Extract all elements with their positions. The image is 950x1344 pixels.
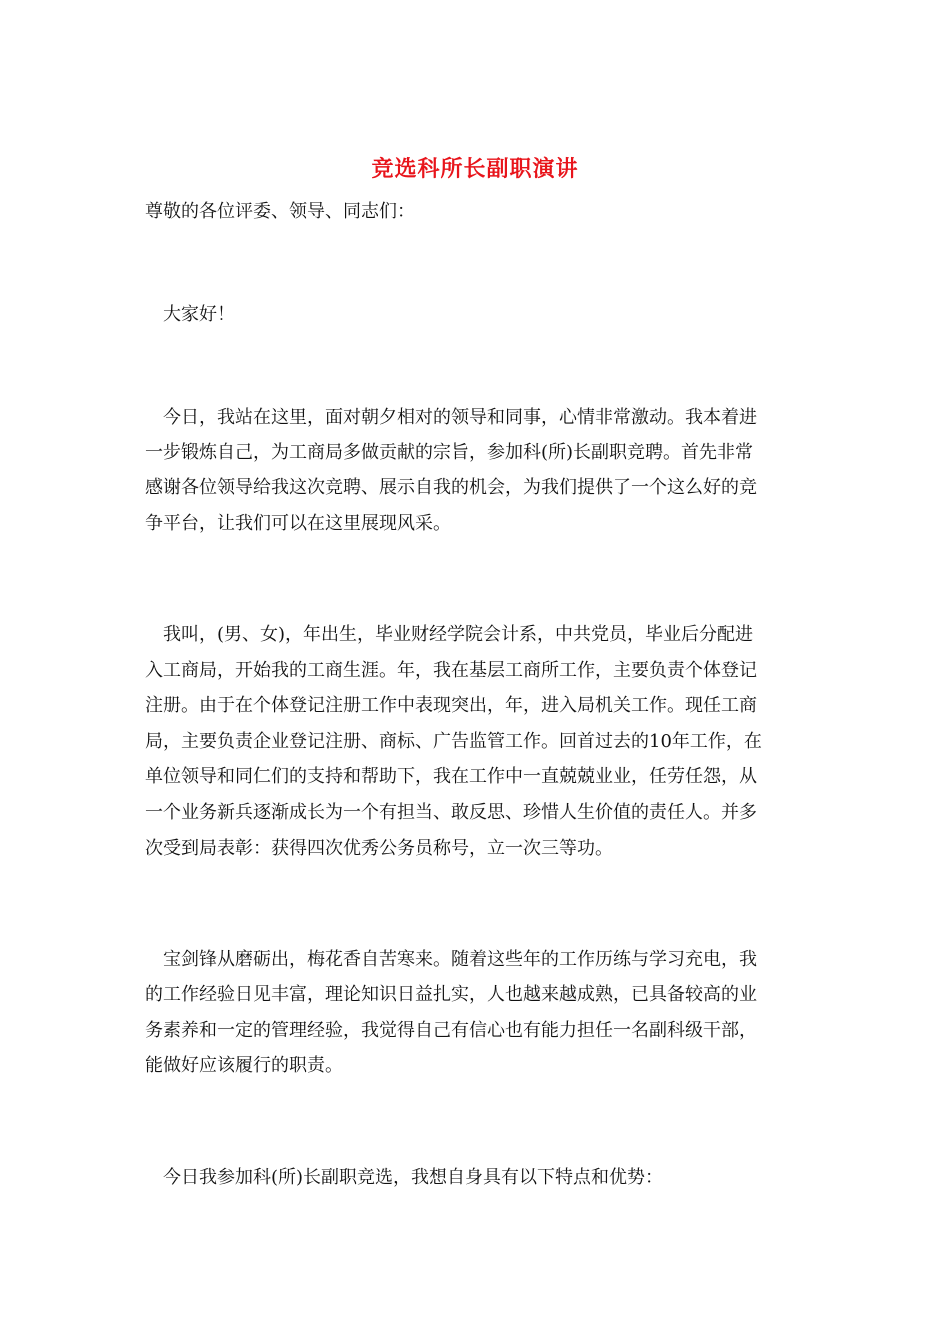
paragraph-1-line-1: 今日，我站在这里，面对朝夕相对的领导和同事，心情非常激动。我本着进 bbox=[163, 407, 757, 428]
paragraph-2-line-1: 我叫，(男、女)，年出生，毕业财经学院会计系，中共党员，毕业后分配进 bbox=[163, 624, 754, 645]
paragraph-3-line-1: 宝剑锋从磨砺出，梅花香自苦寒来。随着这些年的工作历练与学习充电，我 bbox=[163, 949, 757, 970]
paragraph-1-line-3: 感谢各位领导给我这次竞聘、展示自我的机会，为我们提供了一个这么好的竞 bbox=[145, 477, 757, 498]
paragraph-1-line-2: 一步锻炼自己，为工商局多做贡献的宗旨，参加科(所)长副职竞聘。首先非常 bbox=[145, 442, 754, 463]
document-title: 竞选科所长副职演讲 bbox=[371, 156, 579, 182]
paragraph-2-line-2: 入工商局，开始我的工商生涯。年，我在基层工商所工作，主要负责个体登记 bbox=[145, 660, 757, 681]
paragraph-3-line-3: 务素养和一定的管理经验，我觉得自己有信心也有能力担任一名副科级干部， bbox=[145, 1020, 757, 1041]
paragraph-2-line-7: 次受到局表彰：获得四次优秀公务员称号，立一次三等功。 bbox=[145, 838, 613, 859]
paragraph-2-line-5: 单位领导和同仁们的支持和帮助下，我在工作中一直兢兢业业，任劳任怨，从 bbox=[145, 766, 757, 787]
paragraph-1-line-4: 争平台，让我们可以在这里展现风采。 bbox=[145, 513, 451, 534]
paragraph-2-line-6: 一个业务新兵逐渐成长为一个有担当、敢反思、珍惜人生价值的责任人。并多 bbox=[145, 802, 757, 823]
paragraph-2-line-4: 局，主要负责企业登记注册、商标、广告监管工作。回首过去的10年工作，在 bbox=[145, 731, 762, 752]
paragraph-3-line-2: 的工作经验日见丰富，理论知识日益扎实，人也越来越成熟，已具备较高的业 bbox=[145, 984, 757, 1005]
paragraph-3-line-4: 能做好应该履行的职责。 bbox=[145, 1055, 343, 1076]
salutation: 尊敬的各位评委、领导、同志们： bbox=[145, 201, 415, 222]
paragraph-2-line-3: 注册。由于在个体登记注册工作中表现突出，年，进入局机关工作。现任工商 bbox=[145, 695, 757, 716]
paragraph-4-line-1: 今日我参加科(所)长副职竞选，我想自身具有以下特点和优势： bbox=[163, 1167, 664, 1188]
greeting: 大家好！ bbox=[163, 304, 235, 325]
